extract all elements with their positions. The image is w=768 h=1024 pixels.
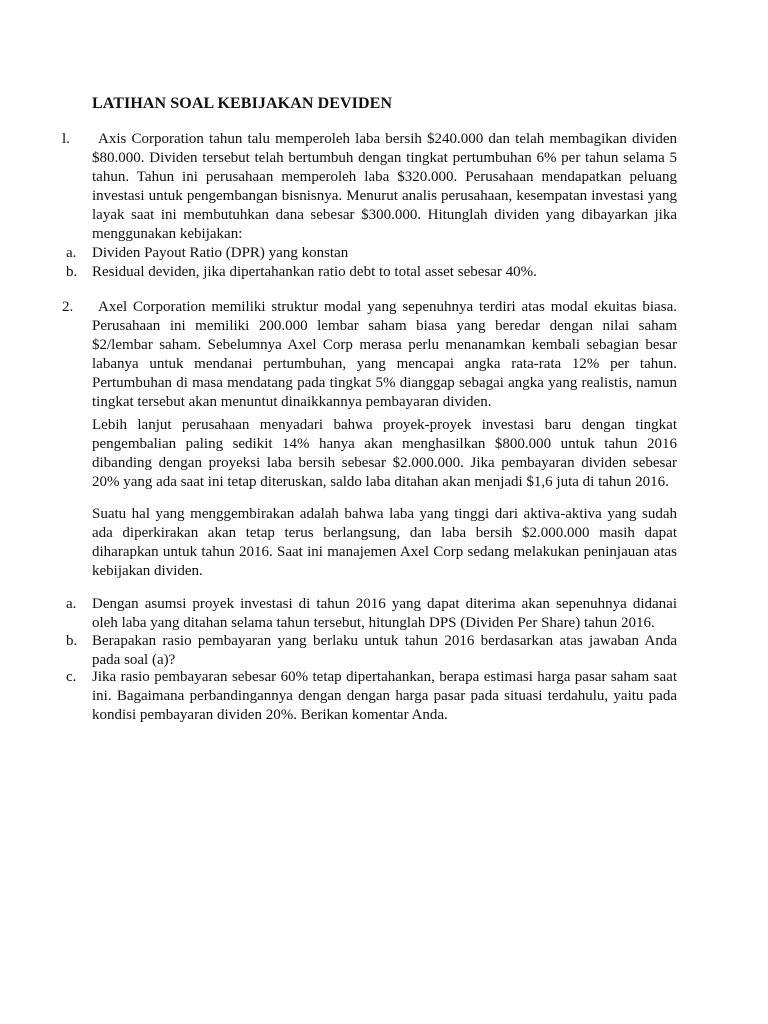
question-1-number: l. (62, 131, 70, 147)
question-2-paragraph-3: Suatu hal yang menggembirakan adalah bahwa laba yang tinggi dari aktiva-aktiva yang sudah ada diperkirakan akan tetap terus berlangsung, dan laba bersih $2.000.000 masih dapat diharapkan untuk tahun 2016. Saat ini manajemen Axel Corp sedang melakukan peninjauan atas kebijakan dividen. (92, 506, 677, 579)
question-2c-label: c. (66, 669, 77, 685)
question-1b-label: b. (66, 264, 78, 280)
question-1a-label: a. (66, 245, 77, 261)
question-1-text: Axis Corporation tahun talu memperoleh laba bersih $240.000 dan telah membagikan dividen $80.000. Dividen tersebut telah bertumbuh dengan tingkat pertumbuhan 6% per tahun selama 5 tahun. Tahun ini perusahaan memperoleh laba $320.000. Perusahaan mendapatkan peluang investasi untuk pengembangan bisnisnya. Menurut analis perusahaan, kesempatan investasi yang layak saat ini membutuhkan dana sebesar $300.000. Hitunglah dividen yang dibayarkan jika menggunakan kebijakan: (92, 131, 677, 242)
question-1a-text: Dividen Payout Ratio (DPR) yang konstan (92, 245, 349, 261)
question-2c-text: Jika rasio pembayaran sebesar 60% tetap dipertahankan, berapa estimasi harga pasar saham saat ini. Bagaimana perbandingannya dengan dengan harga pasar pada situasi terdahulu, yaitu pada kondisi pembayaran dividen 20%. Berikan komentar Anda. (92, 669, 677, 723)
question-2-paragraph-1: Axel Corporation memiliki struktur modal yang sepenuhnya terdiri atas modal ekuitas biasa. Perusahaan ini memiliki 200.000 lembar saham biasa yang beredar dengan nilai saham $2/lembar saham. Sebelumnya Axel Corp merasa perlu menanamkan kembali sebagian besar labanya untuk mendanai pertumbuhan, yang mencapai angka rata-rata 12% per tahun. Pertumbuhan di masa mendatang pada tingkat 5% dianggap sebagai angka yang realistis, namun tingkat tersebut akan menuntut dinaikkannya pembayaran dividen. (92, 299, 677, 410)
question-2b-text: Berapakan rasio pembayaran yang berlaku untuk tahun 2016 berdasarkan atas jawaban Anda pada soal (a)? (92, 633, 677, 668)
question-2a-text: Dengan asumsi proyek investasi di tahun 2016 yang dapat diterima akan sepenuhnya didanai oleh laba yang ditahan selama tahun tersebut, hitunglah DPS (Dividen Per Share) tahun 2016. (92, 596, 677, 631)
question-2-number: 2. (62, 299, 74, 315)
question-2b-label: b. (66, 633, 78, 649)
document-title: LATIHAN SOAL KEBIJAKAN DEVIDEN (92, 95, 393, 112)
question-2a-label: a. (66, 596, 77, 612)
question-1b-text: Residual deviden, jika dipertahankan ratio debt to total asset sebesar 40%. (92, 264, 537, 280)
question-2-paragraph-2: Lebih lanjut perusahaan menyadari bahwa proyek-proyek investasi baru dengan tingkat pengembalian paling sedikit 14% hanya akan menghasilkan $800.000 untuk tahun 2016 dibanding dengan proyeksi laba bersih sebesar $2.000.000. Jika pembayaran dividen sebesar 20% yang ada saat ini tetap diteruskan, saldo laba ditahan akan menjadi $1,6 juta di tahun 2016. (92, 417, 677, 490)
